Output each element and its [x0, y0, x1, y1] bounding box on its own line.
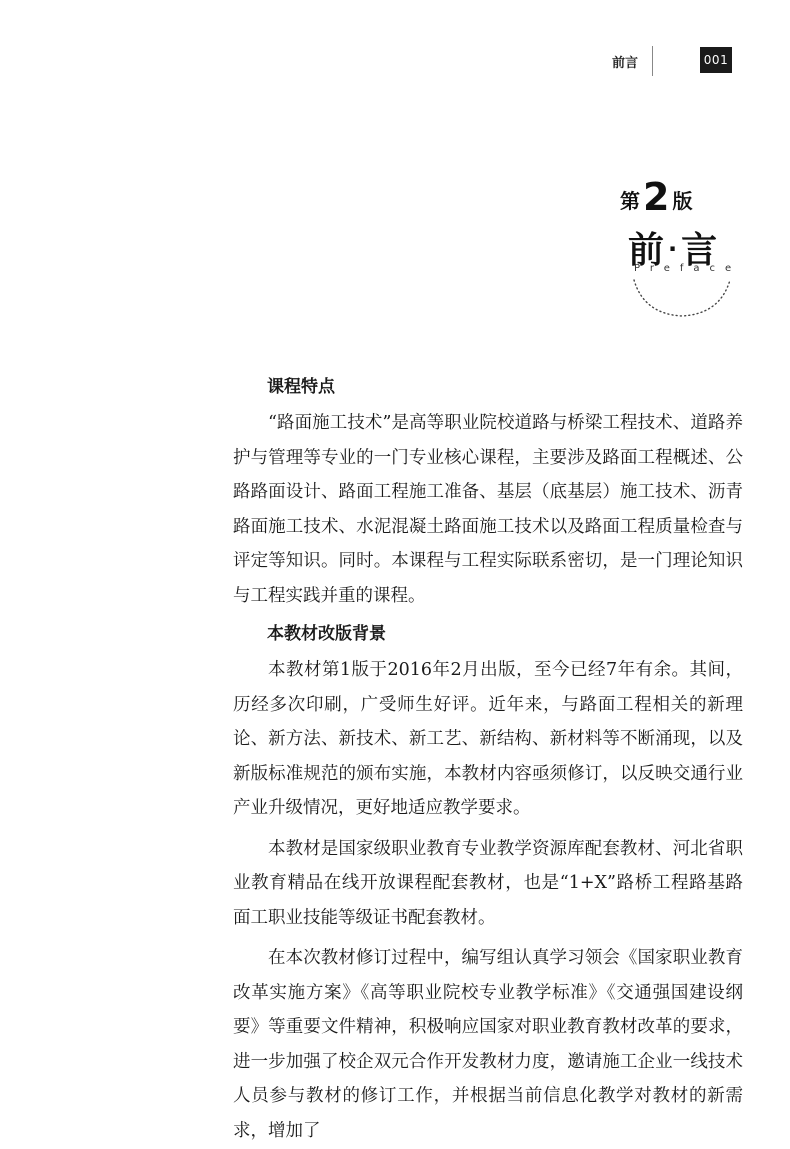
edition-number: 2	[643, 175, 670, 219]
page-number: 001	[700, 47, 732, 73]
title-char-2: 言	[681, 230, 720, 271]
edition-suffix: 版	[672, 189, 693, 213]
paragraph: 在本次教材修订过程中，编写组认真学习领会《国家职业教育改革实施方案》《高等职业院校专业教学标准》《交通强国建设纲要》等重要文件精神，积极响应国家对职业教育教材改革的要求，进一步加强了校企双元合作开发教材力度，邀请施工企业一线技术人员参与教材的修订工作，并根据当前信息化教学对教材的新需求，增加了	[233, 948, 743, 1141]
preface-subtitle: Preface	[634, 263, 742, 274]
section-heading-course-features: 课程特点	[267, 377, 335, 397]
title-separator: ·	[668, 235, 680, 263]
section-heading-revision-background: 本教材改版背景	[267, 624, 386, 644]
paragraph: 本教材第1版于2016年2月出版，至今已经7年有余。其间，历经多次印刷，广受师生好评。近年来，与路面工程相关的新理论、新方法、新技术、新工艺、新结构、新材料等不断涌现，以及新版标准规范的颁布实施，本教材内容亟须修订，以反映交通行业产业升级情况，更好地适应教学要求。	[233, 660, 743, 818]
body-text	[233, 368, 743, 1148]
dotted-arc-ornament	[626, 276, 736, 324]
header-divider	[652, 46, 653, 76]
title-char-1: 前	[628, 230, 667, 271]
edition-label	[620, 173, 692, 217]
running-head-title: 前言	[612, 56, 639, 71]
edition-prefix: 第	[620, 189, 640, 213]
paragraph: “路面施工技术”是高等职业院校道路与桥梁工程技术、道路养护与管理等专业的一门专业核心课程，主要涉及路面工程概述、公路路面设计、路面工程施工准备、基层（底基层）施工技术、沥青路面施工技术、水泥混凝土路面施工技术以及路面工程质量检查与评定等知识。同时。本课程与工程实际联系密切，是一门理论知识与工程实践并重的课程。	[233, 413, 743, 606]
paragraph: 本教材是国家级职业教育专业教学资源库配套教材、河北省职业教育精品在线开放课程配套教材，也是“1+X”路桥工程路基路面工职业技能等级证书配套教材。	[233, 838, 743, 928]
